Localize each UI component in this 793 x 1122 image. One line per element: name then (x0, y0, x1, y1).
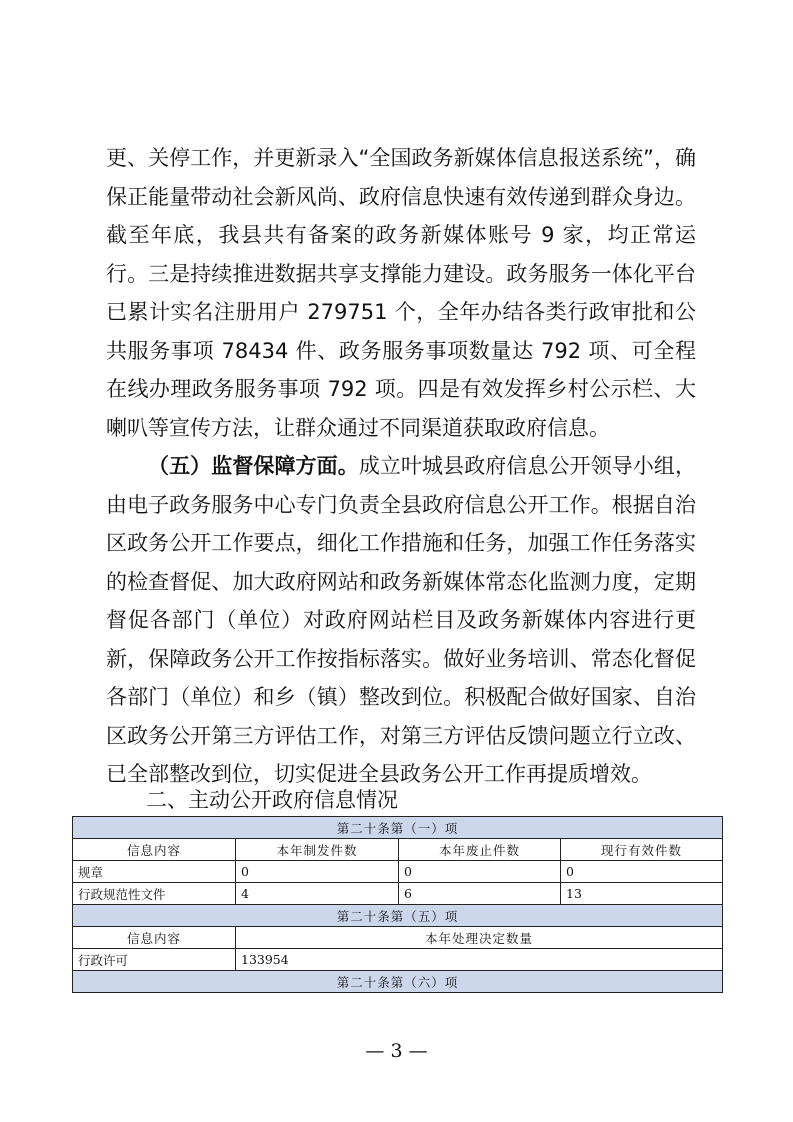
table-cell: 0 (561, 861, 723, 883)
table-cell: 行政规范性文件 (73, 883, 236, 905)
table-cell: 0 (399, 861, 561, 883)
table-section-row (73, 905, 723, 927)
table-header-row (73, 927, 723, 949)
column-header: 本年废止件数 (399, 839, 561, 861)
section-title-article-20-1: 第二十条第（一）项 (73, 817, 723, 839)
column-header: 现行有效件数 (561, 839, 723, 861)
disclosure-table (72, 816, 723, 993)
table-cell: 0 (236, 861, 399, 883)
table-row (73, 949, 723, 971)
table-cell: 6 (399, 883, 561, 905)
column-header: 本年处理决定数量 (236, 927, 723, 949)
table-cell: 133954 (236, 949, 723, 971)
body-paragraph-2 (106, 447, 696, 794)
table-section-row (73, 971, 723, 993)
body-paragraph-1: 更、关停工作，并更新录入“全国政务新媒体信息报送系统”，确保正能量带动社会新风尚、政府信息快速有效传递到群众身边。截至年底，我县共有备案的政务新媒体账号 9 家，均正常运行。三是持续推进数据共享支撑能力建设。政务服务一体化平台已累计实名注册用户 279751 个，全年办结各类行政审批和公共服务事项 78434 件、政务服务事项数量达 792 项、可全程在线办理政务服务事项 792 项。四是有效发挥乡村公示栏、大喇叭等宣传方法，让群众通过不同渠道获取政府信息。 (106, 146, 696, 440)
table-row (73, 861, 723, 883)
table-cell: 4 (236, 883, 399, 905)
paragraph-body-text: 成立叶城县政府信息公开领导小组，由电子政务服务中心专门负责全县政府信息公开工作。根据自治区政务公开工作要点，细化工作措施和任务，加强工作任务落实的检查督促、加大政府网站和政务新媒体常态化监测力度，定期督促各部门（单位）对政府网站栏目及政务新媒体内容进行更新，保障政务公开工作按指标落实。做好业务培训、常态化督促各部门（单位）和乡（镇）整改到位。积极配合做好国家、自治区政务公开第三方评估工作，对第三方评估反馈问题立行立改、已全部整改到位，切实促进全县政务公开工作再提质增效。 (106, 454, 697, 786)
paragraph-lead-heading: （五）监督保障方面。 (148, 454, 359, 478)
section-title-article-20-5: 第二十条第（五）项 (73, 905, 723, 927)
column-header: 信息内容 (73, 839, 236, 861)
table-cell: 13 (561, 883, 723, 905)
table-cell: 行政许可 (73, 949, 236, 971)
section-title-article-20-6: 第二十条第（六）项 (73, 971, 723, 993)
table-cell: 规章 (73, 861, 236, 883)
column-header: 本年制发件数 (236, 839, 399, 861)
table-section-row (73, 817, 723, 839)
page-number: — 3 — (365, 1040, 428, 1062)
table-header-row (73, 839, 723, 861)
column-header: 信息内容 (73, 927, 236, 949)
table-row (73, 883, 723, 905)
section-heading: 二、主动公开政府信息情况 (146, 788, 398, 812)
